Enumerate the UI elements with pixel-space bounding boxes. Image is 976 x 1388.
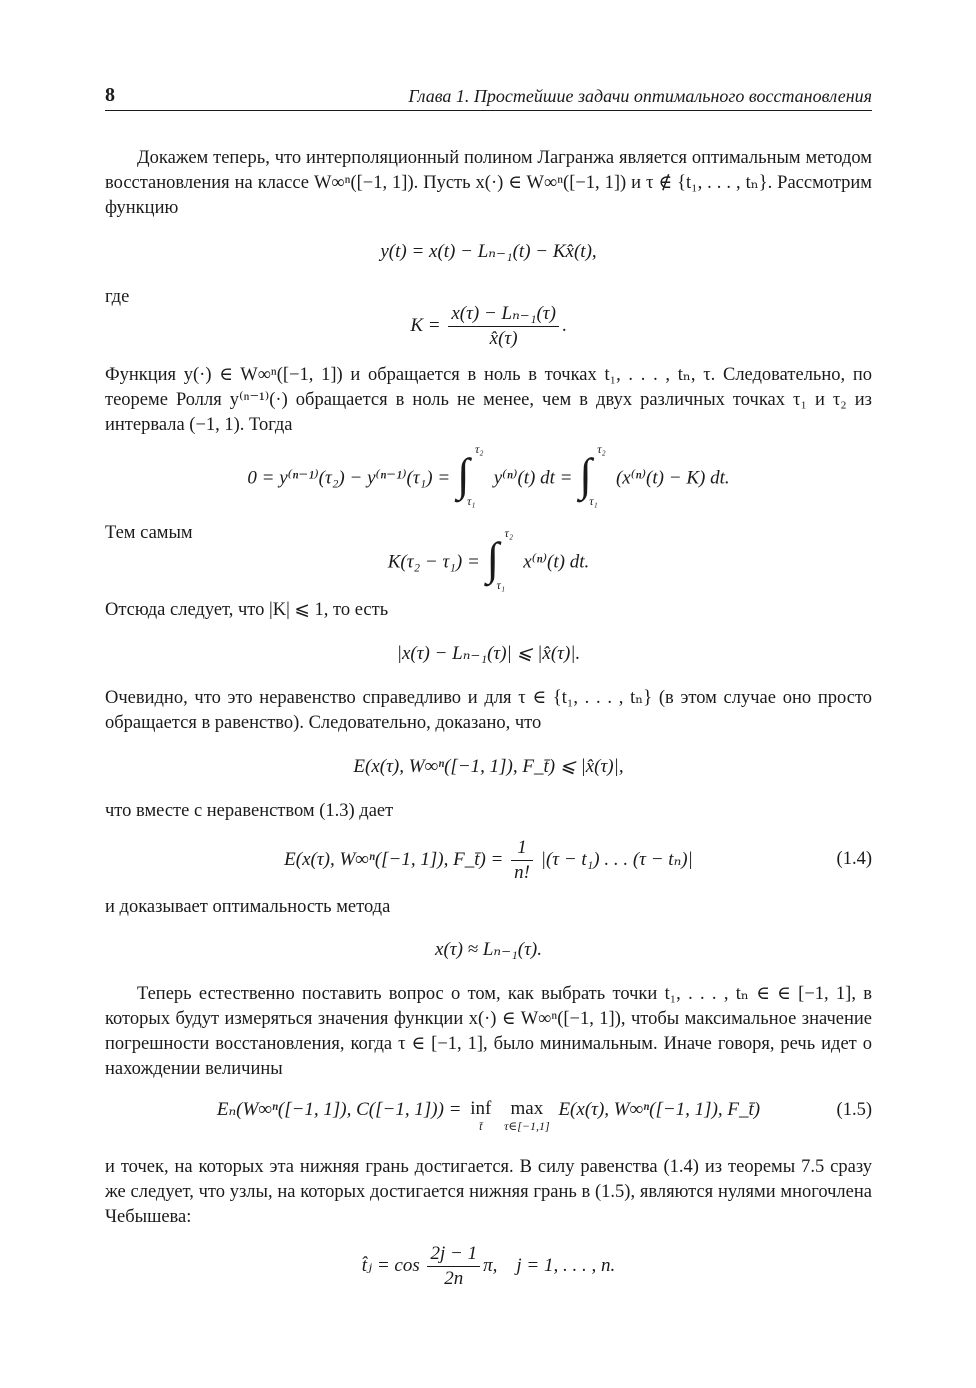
equation-abs-bound	[105, 642, 872, 665]
equation-rolle-middle: y⁽ⁿ⁾(t) dt =	[493, 467, 573, 489]
equation-1-4-lhs: E(x(τ), W∞ⁿ([−1, 1]), F_t̄) =	[284, 848, 504, 870]
equation-chebyshev-nodes	[105, 1242, 872, 1291]
equation-y-text: y(t) = x(t) − Lₙ₋₁(t) − Kx̂(t),	[380, 241, 597, 262]
equation-chebyshev-rhs: π, j = 1, . . . , n.	[483, 1254, 616, 1276]
equation-abs-bound-text: |x(τ) − Lₙ₋₁(τ)| ⩽ |x̂(τ)|.	[396, 643, 581, 664]
equation-K-fraction	[448, 302, 559, 351]
max-operator	[504, 1098, 550, 1132]
equation-chebyshev-fraction	[427, 1242, 480, 1291]
equation-1-5-lhs: Eₙ(W∞ⁿ([−1, 1]), C([−1, 1])) =	[216, 1099, 462, 1120]
inf-operator	[470, 1098, 491, 1132]
equation-chebyshev-numerator: 2j − 1	[427, 1242, 480, 1267]
paragraph-intro: Докажем теперь, что интерполяционный полином Лагранжа является оптимальным методом восстановления на классе W∞ⁿ([−1, 1]). Пусть x(·) ∈ W∞ⁿ([−1, 1]) и τ ∉ {t₁, . . . , tₙ}. Рассмотрим функцию	[105, 148, 872, 218]
equation-1-4-fraction	[511, 836, 533, 885]
equation-chebyshev-denominator: 2n	[444, 1268, 464, 1289]
paragraph-together: что вместе с неравенством (1.3) дает	[105, 801, 394, 821]
integral-sign-1: ∫ τ₂ τ₁	[456, 442, 484, 508]
paragraph-obviously: Очевидно, что это неравенство справедливо и для τ ∈ {t₁, . . . , tₙ} (в этом случае оно просто обращается в равенство). Следовательно, доказано, что	[105, 688, 872, 733]
running-head	[105, 84, 872, 111]
paragraph-hence: Отсюда следует, что |K| ⩽ 1, то есть	[105, 600, 389, 620]
equation-K-denominator: x̂(τ)	[489, 328, 518, 349]
equation-1-5-rhs: E(x(τ), W∞ⁿ([−1, 1]), F_t̄)	[558, 1099, 761, 1120]
integral-3-upper-limit: τ₂	[504, 526, 513, 540]
equation-K-definition	[105, 302, 872, 351]
page	[105, 0, 872, 1388]
equation-1-4-denominator: n!	[514, 862, 530, 883]
equation-1-4-label: (1.4)	[836, 849, 872, 869]
paragraph-question: Теперь естественно поставить вопрос о том, как выбрать точки t₁, . . . , tₙ ∈ ∈ [−1, 1], в которых будут измеряться значения функции x(·) ∈ W∞ⁿ([−1, 1]), чтобы максимальное значение погрешности восстановления, когда τ ∈ [−1, 1], было минимальным. Иначе говоря, речь идет о нахождении величины	[105, 984, 872, 1079]
integral-1-upper-limit: τ₂	[474, 442, 484, 456]
equation-K-integral-left: K(τ₂ − τ₁) =	[387, 551, 480, 573]
equation-K-end: .	[561, 314, 567, 336]
paragraph-chebyshev: и точек, на которых эта нижняя грань достигается. В силу равенства (1.4) из теоремы 7.5 сразу же следует, что узлы, на которых достигается нижняя грань в (1.5), являются нулями многочлена Чебышева:	[105, 1157, 872, 1227]
equation-1-5-label: (1.5)	[836, 1100, 872, 1120]
equation-1-4-rhs: |(τ − t₁) . . . (τ − tₙ)|	[540, 848, 693, 870]
equation-K-numerator: x(τ) − Lₙ₋₁(τ)	[448, 302, 559, 327]
equation-1-4	[105, 836, 872, 885]
equation-approx-text: x(τ) ≈ Lₙ₋₁(τ).	[435, 939, 542, 960]
equation-rolle-integral	[105, 442, 872, 508]
equation-rolle-right: (x⁽ⁿ⁾(t) − K) dt.	[615, 467, 730, 489]
equation-K-lhs: K =	[410, 314, 441, 336]
paragraph-rolle: Функция y(·) ∈ W∞ⁿ([−1, 1]) и обращается в ноль в точках t₁, . . . , tₙ, τ. Следовательно, по теореме Ролля y⁽ⁿ⁻¹⁾(·) обращается в ноль не менее, чем в двух различных точках τ₁ и τ₂ из интервала (−1, 1). Тогда	[105, 365, 872, 435]
chapter-title: Глава 1. Простейшие задачи оптимального восстановления	[408, 86, 872, 106]
equation-rolle-left: 0 = y⁽ⁿ⁻¹⁾(τ₂) − y⁽ⁿ⁻¹⁾(τ₁) =	[247, 467, 451, 489]
integral-2-lower-limit: τ₁	[589, 494, 598, 508]
paragraph-proves: и доказывает оптимальность метода	[105, 897, 391, 917]
integral-sign-3: ∫ τ₂ τ₁	[486, 526, 513, 592]
paragraph-thus: Тем самым	[105, 523, 193, 543]
equation-E-inequality-text: E(x(τ), W∞ⁿ([−1, 1]), F_t̄) ⩽ |x̂(τ)|,	[353, 756, 624, 777]
equation-1-5	[105, 1098, 872, 1132]
integral-sign-2: ∫ τ₂ τ₁	[579, 442, 606, 508]
equation-approx	[105, 938, 872, 961]
paragraph-where: где	[105, 287, 130, 307]
equation-E-inequality	[105, 755, 872, 778]
page-number: 8	[105, 84, 115, 106]
equation-y-definition	[105, 240, 872, 263]
integral-3-lower-limit: τ₁	[496, 578, 505, 592]
integral-2-upper-limit: τ₂	[597, 442, 606, 456]
inf-subscript: t̄	[479, 1119, 483, 1133]
equation-K-integral-right: x⁽ⁿ⁾(t) dt.	[523, 551, 590, 573]
equation-chebyshev-lhs: t̂ⱼ = cos	[361, 1254, 420, 1276]
inf-label: inf	[470, 1098, 492, 1119]
integral-1-lower-limit: τ₁	[466, 494, 476, 508]
equation-1-4-numerator: 1	[511, 836, 533, 861]
max-label: max	[510, 1098, 544, 1119]
max-subscript: τ∈[−1,1]	[504, 1119, 550, 1133]
